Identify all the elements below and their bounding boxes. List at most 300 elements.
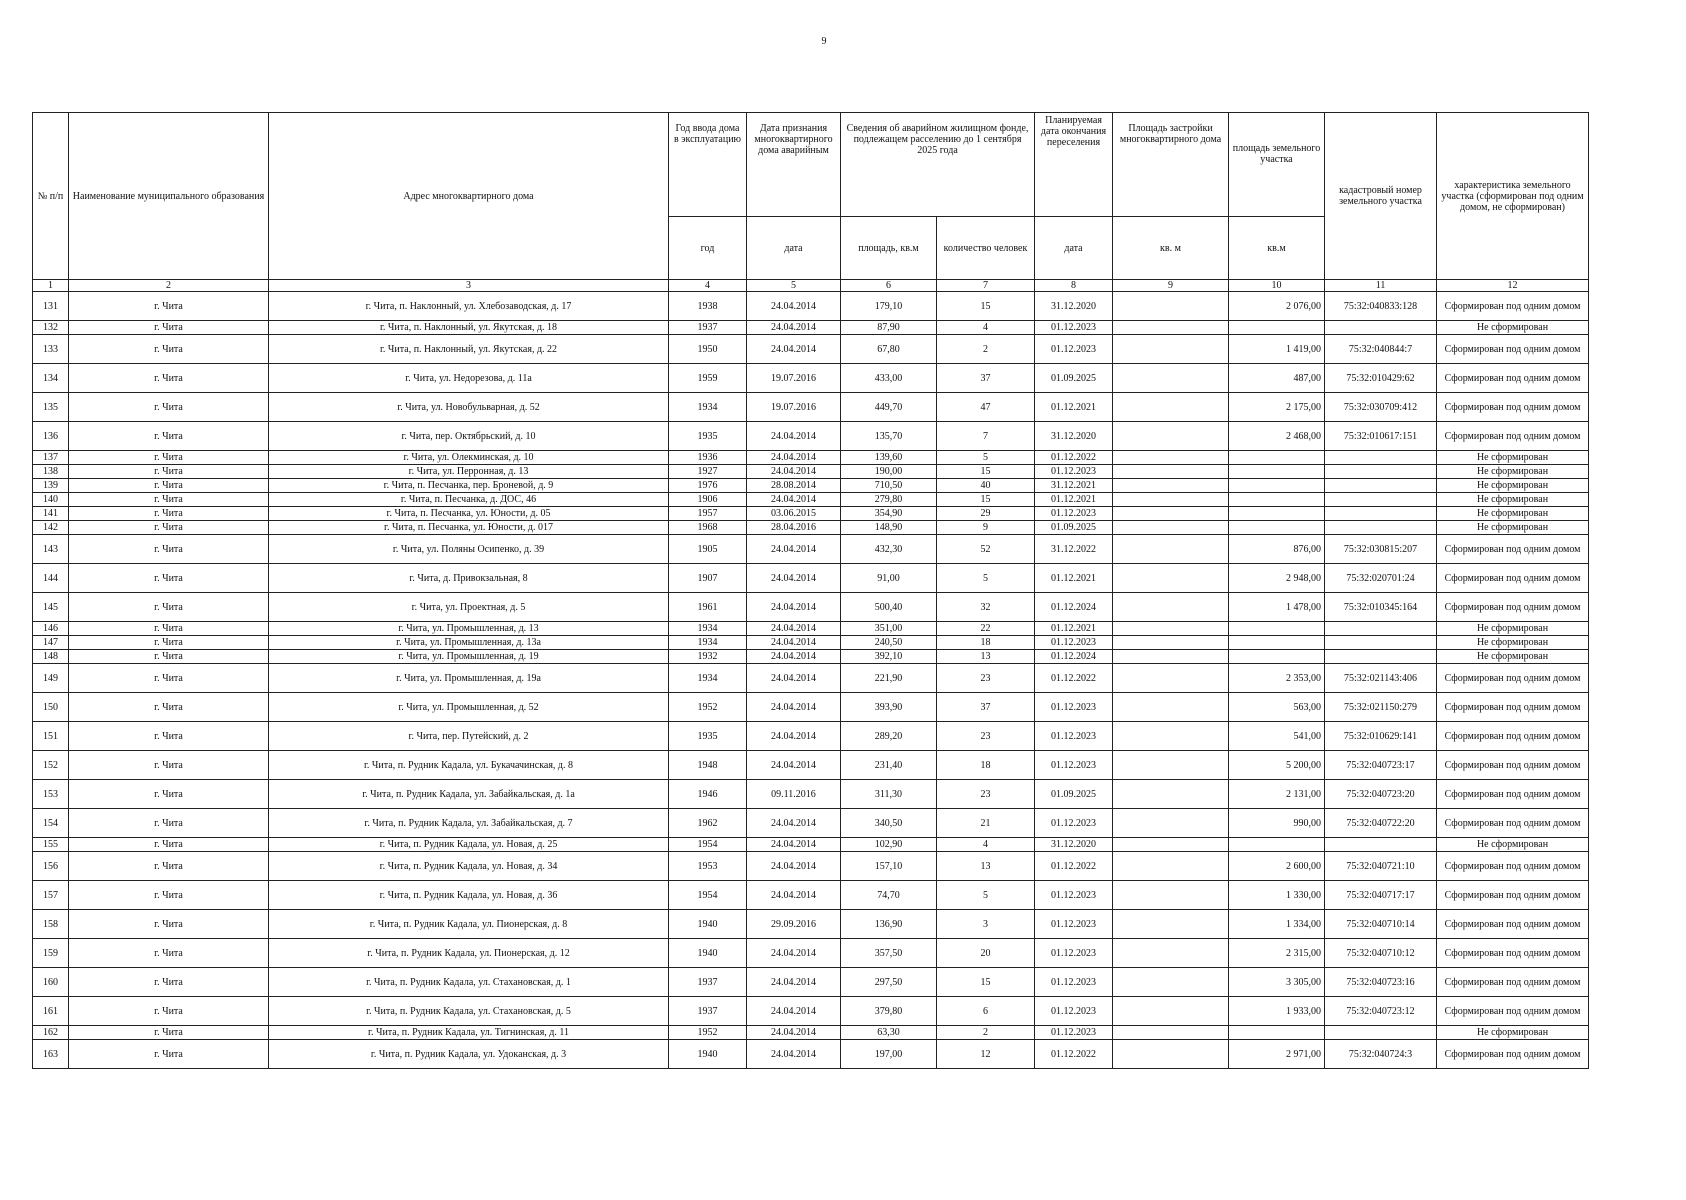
address-cell: г. Чита, п. Песчанка, ул. Юности, д. 017 [269,521,669,535]
address-cell: г. Чита, п. Рудник Кадала, ул. Стахановская, д. 5 [269,997,669,1026]
area-cell: 433,00 [841,364,937,393]
building-area-cell [1113,521,1229,535]
land-area-cell: 3 305,00 [1229,968,1325,997]
building-area-cell [1113,321,1229,335]
area-cell: 63,30 [841,1026,937,1040]
area-cell: 279,80 [841,493,937,507]
planned-date-cell: 01.12.2023 [1035,693,1113,722]
table-row [33,292,1589,321]
recognition-date-cell: 24.04.2014 [747,881,841,910]
municipality-cell: г. Чита [69,292,269,321]
area-cell: 393,90 [841,693,937,722]
municipality-cell: г. Чита [69,881,269,910]
building-area-cell [1113,636,1229,650]
building-area-cell [1113,664,1229,693]
building-area-cell [1113,722,1229,751]
header-municipality: Наименование муниципального образования [69,113,269,280]
planned-date-cell: 01.12.2023 [1035,910,1113,939]
municipality-cell: г. Чита [69,493,269,507]
cadastral-number-cell: 75:32:040723:16 [1325,968,1437,997]
recognition-date-cell: 09.11.2016 [747,780,841,809]
header-planned-date: Планируемая дата окончания переселения [1035,113,1113,217]
table-row [33,968,1589,997]
table-row [33,507,1589,521]
recognition-date-cell: 24.04.2014 [747,451,841,465]
recognition-date-cell: 24.04.2014 [747,493,841,507]
row-number: 155 [33,838,69,852]
land-area-cell: 2 948,00 [1229,564,1325,593]
area-cell: 500,40 [841,593,937,622]
year-cell: 1905 [669,535,747,564]
land-characteristic-cell: Сформирован под одним домом [1437,564,1589,593]
row-number: 156 [33,852,69,881]
building-area-cell [1113,622,1229,636]
table-row [33,1040,1589,1069]
column-number: 12 [1437,280,1589,292]
people-count-cell: 32 [937,593,1035,622]
table-row [33,997,1589,1026]
municipality-cell: г. Чита [69,364,269,393]
land-area-cell: 2 315,00 [1229,939,1325,968]
year-cell: 1952 [669,1026,747,1040]
municipality-cell: г. Чита [69,479,269,493]
row-number: 162 [33,1026,69,1040]
people-count-cell: 2 [937,1026,1035,1040]
municipality-cell: г. Чита [69,1040,269,1069]
recognition-date-cell: 24.04.2014 [747,997,841,1026]
row-number: 145 [33,593,69,622]
municipality-cell: г. Чита [69,335,269,364]
table-row [33,838,1589,852]
municipality-cell: г. Чита [69,593,269,622]
municipality-cell: г. Чита [69,507,269,521]
municipality-cell: г. Чита [69,664,269,693]
year-cell: 1940 [669,1040,747,1069]
planned-date-cell: 01.12.2021 [1035,393,1113,422]
column-number: 2 [69,280,269,292]
recognition-date-cell: 24.04.2014 [747,809,841,838]
planned-date-cell: 01.12.2023 [1035,321,1113,335]
area-cell: 432,30 [841,535,937,564]
building-area-cell [1113,809,1229,838]
year-cell: 1954 [669,881,747,910]
planned-date-cell: 01.12.2023 [1035,1026,1113,1040]
building-area-cell [1113,465,1229,479]
area-cell: 135,70 [841,422,937,451]
cadastral-number-cell [1325,650,1437,664]
row-number: 132 [33,321,69,335]
people-count-cell: 20 [937,939,1035,968]
year-cell: 1953 [669,852,747,881]
people-count-cell: 23 [937,664,1035,693]
year-cell: 1906 [669,493,747,507]
recognition-date-cell: 28.08.2014 [747,479,841,493]
people-count-cell: 2 [937,335,1035,364]
land-characteristic-cell: Не сформирован [1437,465,1589,479]
recognition-date-cell: 03.06.2015 [747,507,841,521]
table-row [33,535,1589,564]
year-cell: 1932 [669,650,747,664]
cadastral-number-cell: 75:32:040723:12 [1325,997,1437,1026]
cadastral-number-cell: 75:32:030815:207 [1325,535,1437,564]
municipality-cell: г. Чита [69,535,269,564]
table-row [33,722,1589,751]
year-cell: 1934 [669,664,747,693]
row-number: 149 [33,664,69,693]
land-area-cell [1229,321,1325,335]
land-characteristic-cell: Сформирован под одним домом [1437,364,1589,393]
people-count-cell: 40 [937,479,1035,493]
address-cell: г. Чита, п. Рудник Кадала, ул. Стахановская, д. 1 [269,968,669,997]
row-number: 142 [33,521,69,535]
cadastral-number-cell: 75:32:040722:20 [1325,809,1437,838]
land-characteristic-cell: Не сформирован [1437,521,1589,535]
address-cell: г. Чита, п. Песчанка, пер. Броневой, д. 9 [269,479,669,493]
header-unit-area: площадь, кв.м [841,217,937,280]
row-number: 150 [33,693,69,722]
address-cell: г. Чита, ул. Недорезова, д. 11а [269,364,669,393]
table-row [33,479,1589,493]
row-number: 141 [33,507,69,521]
header-address: Адрес многоквартирного дома [269,113,669,280]
municipality-cell: г. Чита [69,910,269,939]
land-characteristic-cell: Сформирован под одним домом [1437,809,1589,838]
column-number: 4 [669,280,747,292]
address-cell: г. Чита, п. Рудник Кадала, ул. Удоканская, д. 3 [269,1040,669,1069]
cadastral-number-cell: 75:32:010629:141 [1325,722,1437,751]
recognition-date-cell: 24.04.2014 [747,622,841,636]
recognition-date-cell: 24.04.2014 [747,465,841,479]
address-cell: г. Чита, п. Рудник Кадала, ул. Забайкальская, д. 1а [269,780,669,809]
area-cell: 351,00 [841,622,937,636]
table-row [33,852,1589,881]
recognition-date-cell: 29.09.2016 [747,910,841,939]
building-area-cell [1113,593,1229,622]
municipality-cell: г. Чита [69,393,269,422]
cadastral-number-cell: 75:32:040710:12 [1325,939,1437,968]
planned-date-cell: 01.12.2022 [1035,852,1113,881]
cadastral-number-cell: 75:32:040710:14 [1325,910,1437,939]
column-number: 10 [1229,280,1325,292]
year-cell: 1936 [669,451,747,465]
municipality-cell: г. Чита [69,780,269,809]
building-area-cell [1113,335,1229,364]
row-number: 157 [33,881,69,910]
address-cell: г. Чита, ул. Промышленная, д. 52 [269,693,669,722]
planned-date-cell: 01.12.2024 [1035,650,1113,664]
planned-date-cell: 31.12.2020 [1035,422,1113,451]
address-cell: г. Чита, ул. Промышленная, д. 13а [269,636,669,650]
column-number: 1 [33,280,69,292]
cadastral-number-cell: 75:32:021143:406 [1325,664,1437,693]
land-characteristic-cell: Сформирован под одним домом [1437,393,1589,422]
address-cell: г. Чита, ул. Промышленная, д. 13 [269,622,669,636]
land-characteristic-cell: Сформирован под одним домом [1437,852,1589,881]
people-count-cell: 6 [937,997,1035,1026]
page-number: 9 [821,36,827,47]
land-area-cell [1229,451,1325,465]
header-unit-land-area: кв.м [1229,217,1325,280]
land-area-cell [1229,622,1325,636]
recognition-date-cell: 24.04.2014 [747,1026,841,1040]
header-recognition-date: Дата признания многоквартирного дома аварийным [747,113,841,217]
people-count-cell: 4 [937,321,1035,335]
row-number: 134 [33,364,69,393]
building-area-cell [1113,479,1229,493]
area-cell: 91,00 [841,564,937,593]
municipality-cell: г. Чита [69,838,269,852]
table-row [33,636,1589,650]
column-number: 9 [1113,280,1229,292]
land-area-cell [1229,1026,1325,1040]
address-cell: г. Чита, п. Рудник Кадала, ул. Тигнинская, д. 11 [269,1026,669,1040]
area-cell: 102,90 [841,838,937,852]
people-count-cell: 9 [937,521,1035,535]
column-number-row [33,280,1589,292]
building-area-cell [1113,939,1229,968]
planned-date-cell: 31.12.2021 [1035,479,1113,493]
land-characteristic-cell: Сформирован под одним домом [1437,780,1589,809]
building-area-cell [1113,292,1229,321]
people-count-cell: 13 [937,650,1035,664]
area-cell: 136,90 [841,910,937,939]
building-area-cell [1113,780,1229,809]
people-count-cell: 37 [937,364,1035,393]
recognition-date-cell: 24.04.2014 [747,321,841,335]
municipality-cell: г. Чита [69,636,269,650]
cadastral-number-cell [1325,479,1437,493]
land-area-cell: 563,00 [1229,693,1325,722]
land-characteristic-cell: Не сформирован [1437,451,1589,465]
header-unit-year: год [669,217,747,280]
table-row [33,780,1589,809]
land-area-cell: 2 468,00 [1229,422,1325,451]
planned-date-cell: 01.12.2022 [1035,1040,1113,1069]
table-row [33,521,1589,535]
header-unit-building-area: кв. м [1113,217,1229,280]
cadastral-number-cell [1325,521,1437,535]
row-number: 161 [33,997,69,1026]
area-cell: 357,50 [841,939,937,968]
address-cell: г. Чита, п. Наклонный, ул. Хлебозаводская, д. 17 [269,292,669,321]
row-number: 140 [33,493,69,507]
land-characteristic-cell: Сформирован под одним домом [1437,722,1589,751]
column-number: 7 [937,280,1035,292]
planned-date-cell: 01.12.2023 [1035,881,1113,910]
planned-date-cell: 01.12.2023 [1035,968,1113,997]
recognition-date-cell: 24.04.2014 [747,664,841,693]
row-number: 160 [33,968,69,997]
land-characteristic-cell: Сформирован под одним домом [1437,881,1589,910]
people-count-cell: 23 [937,780,1035,809]
header-building-area: Площадь застройки многоквартирного дома [1113,113,1229,217]
municipality-cell: г. Чита [69,939,269,968]
building-area-cell [1113,997,1229,1026]
land-characteristic-cell: Сформирован под одним домом [1437,335,1589,364]
year-cell: 1938 [669,292,747,321]
cadastral-number-cell [1325,465,1437,479]
year-cell: 1940 [669,939,747,968]
people-count-cell: 15 [937,292,1035,321]
table-row [33,393,1589,422]
municipality-cell: г. Чита [69,521,269,535]
building-area-cell [1113,564,1229,593]
people-count-cell: 7 [937,422,1035,451]
building-area-cell [1113,751,1229,780]
cadastral-number-cell: 75:32:040724:3 [1325,1040,1437,1069]
address-cell: г. Чита, п. Рудник Кадала, ул. Забайкальская, д. 7 [269,809,669,838]
planned-date-cell: 01.12.2023 [1035,751,1113,780]
land-characteristic-cell: Сформирован под одним домом [1437,422,1589,451]
municipality-cell: г. Чита [69,564,269,593]
building-area-cell [1113,910,1229,939]
table-row [33,910,1589,939]
land-area-cell: 2 076,00 [1229,292,1325,321]
cadastral-number-cell: 75:32:030709:412 [1325,393,1437,422]
land-area-cell: 1 334,00 [1229,910,1325,939]
land-area-cell: 2 131,00 [1229,780,1325,809]
land-area-cell: 5 200,00 [1229,751,1325,780]
address-cell: г. Чита, ул. Перронная, д. 13 [269,465,669,479]
cadastral-number-cell: 75:32:020701:24 [1325,564,1437,593]
address-cell: г. Чита, ул. Поляны Осипенко, д. 39 [269,535,669,564]
area-cell: 231,40 [841,751,937,780]
recognition-date-cell: 28.04.2016 [747,521,841,535]
land-area-cell: 1 478,00 [1229,593,1325,622]
column-number: 8 [1035,280,1113,292]
planned-date-cell: 01.12.2023 [1035,507,1113,521]
row-number: 135 [33,393,69,422]
year-cell: 1934 [669,393,747,422]
recognition-date-cell: 24.04.2014 [747,722,841,751]
header-unit-date: дата [747,217,841,280]
people-count-cell: 4 [937,838,1035,852]
recognition-date-cell: 24.04.2014 [747,968,841,997]
area-cell: 197,00 [841,1040,937,1069]
address-cell: г. Чита, ул. Новобульварная, д. 52 [269,393,669,422]
address-cell: г. Чита, п. Рудник Кадала, ул. Пионерская, д. 8 [269,910,669,939]
planned-date-cell: 01.12.2023 [1035,939,1113,968]
recognition-date-cell: 24.04.2014 [747,335,841,364]
address-cell: г. Чита, ул. Олекминская, д. 10 [269,451,669,465]
people-count-cell: 18 [937,636,1035,650]
table-row [33,1026,1589,1040]
year-cell: 1962 [669,809,747,838]
people-count-cell: 29 [937,507,1035,521]
cadastral-number-cell [1325,636,1437,650]
table-body [33,292,1589,1069]
year-cell: 1948 [669,751,747,780]
municipality-cell: г. Чита [69,751,269,780]
people-count-cell: 15 [937,968,1035,997]
people-count-cell: 5 [937,881,1035,910]
area-cell: 139,60 [841,451,937,465]
header-unit-planned-date: дата [1035,217,1113,280]
header-row-main [33,113,1589,217]
land-area-cell: 541,00 [1229,722,1325,751]
building-area-cell [1113,507,1229,521]
row-number: 131 [33,292,69,321]
table-row [33,593,1589,622]
land-characteristic-cell: Сформирован под одним домом [1437,910,1589,939]
row-number: 151 [33,722,69,751]
municipality-cell: г. Чита [69,451,269,465]
year-cell: 1934 [669,636,747,650]
people-count-cell: 15 [937,465,1035,479]
cadastral-number-cell: 75:32:040723:20 [1325,780,1437,809]
row-number: 138 [33,465,69,479]
address-cell: г. Чита, ул. Проектная, д. 5 [269,593,669,622]
table-row [33,321,1589,335]
recognition-date-cell: 19.07.2016 [747,364,841,393]
land-characteristic-cell: Не сформирован [1437,838,1589,852]
area-cell: 179,10 [841,292,937,321]
area-cell: 449,70 [841,393,937,422]
planned-date-cell: 01.09.2025 [1035,521,1113,535]
table-row [33,451,1589,465]
table-row [33,751,1589,780]
year-cell: 1976 [669,479,747,493]
planned-date-cell: 01.12.2023 [1035,335,1113,364]
land-characteristic-cell: Сформирован под одним домом [1437,1040,1589,1069]
planned-date-cell: 31.12.2020 [1035,292,1113,321]
municipality-cell: г. Чита [69,622,269,636]
column-number: 11 [1325,280,1437,292]
building-area-cell [1113,968,1229,997]
land-area-cell [1229,507,1325,521]
planned-date-cell: 01.12.2021 [1035,564,1113,593]
planned-date-cell: 01.12.2023 [1035,809,1113,838]
cadastral-number-cell: 75:32:010429:62 [1325,364,1437,393]
municipality-cell: г. Чита [69,650,269,664]
year-cell: 1950 [669,335,747,364]
building-area-cell [1113,881,1229,910]
year-cell: 1937 [669,997,747,1026]
people-count-cell: 12 [937,1040,1035,1069]
municipality-cell: г. Чита [69,321,269,335]
header-emergency-fund-info: Сведения об аварийном жилищном фонде, подлежащем расселению до 1 сентября 2025 года [841,113,1035,217]
land-area-cell [1229,493,1325,507]
address-cell: г. Чита, ул. Промышленная, д. 19а [269,664,669,693]
cadastral-number-cell: 75:32:021150:279 [1325,693,1437,722]
municipality-cell: г. Чита [69,722,269,751]
address-cell: г. Чита, п. Рудник Кадала, ул. Букачачинская, д. 8 [269,751,669,780]
land-characteristic-cell: Не сформирован [1437,650,1589,664]
cadastral-number-cell [1325,838,1437,852]
row-number: 163 [33,1040,69,1069]
area-cell: 148,90 [841,521,937,535]
year-cell: 1946 [669,780,747,809]
cadastral-number-cell: 75:32:010345:164 [1325,593,1437,622]
planned-date-cell: 01.09.2025 [1035,364,1113,393]
cadastral-number-cell: 75:32:010617:151 [1325,422,1437,451]
address-cell: г. Чита, п. Наклонный, ул. Якутская, д. 18 [269,321,669,335]
table-row [33,664,1589,693]
land-area-cell: 2 353,00 [1229,664,1325,693]
recognition-date-cell: 24.04.2014 [747,422,841,451]
people-count-cell: 37 [937,693,1035,722]
table-row [33,465,1589,479]
cadastral-number-cell [1325,493,1437,507]
year-cell: 1968 [669,521,747,535]
address-cell: г. Чита, п. Рудник Кадала, ул. Пионерская, д. 12 [269,939,669,968]
land-area-cell: 1 330,00 [1229,881,1325,910]
table-row [33,493,1589,507]
recognition-date-cell: 19.07.2016 [747,393,841,422]
header-land-characteristic: характеристика земельного участка (сформирован под одним домом, не сформирован) [1437,113,1589,280]
people-count-cell: 21 [937,809,1035,838]
planned-date-cell: 01.12.2022 [1035,664,1113,693]
